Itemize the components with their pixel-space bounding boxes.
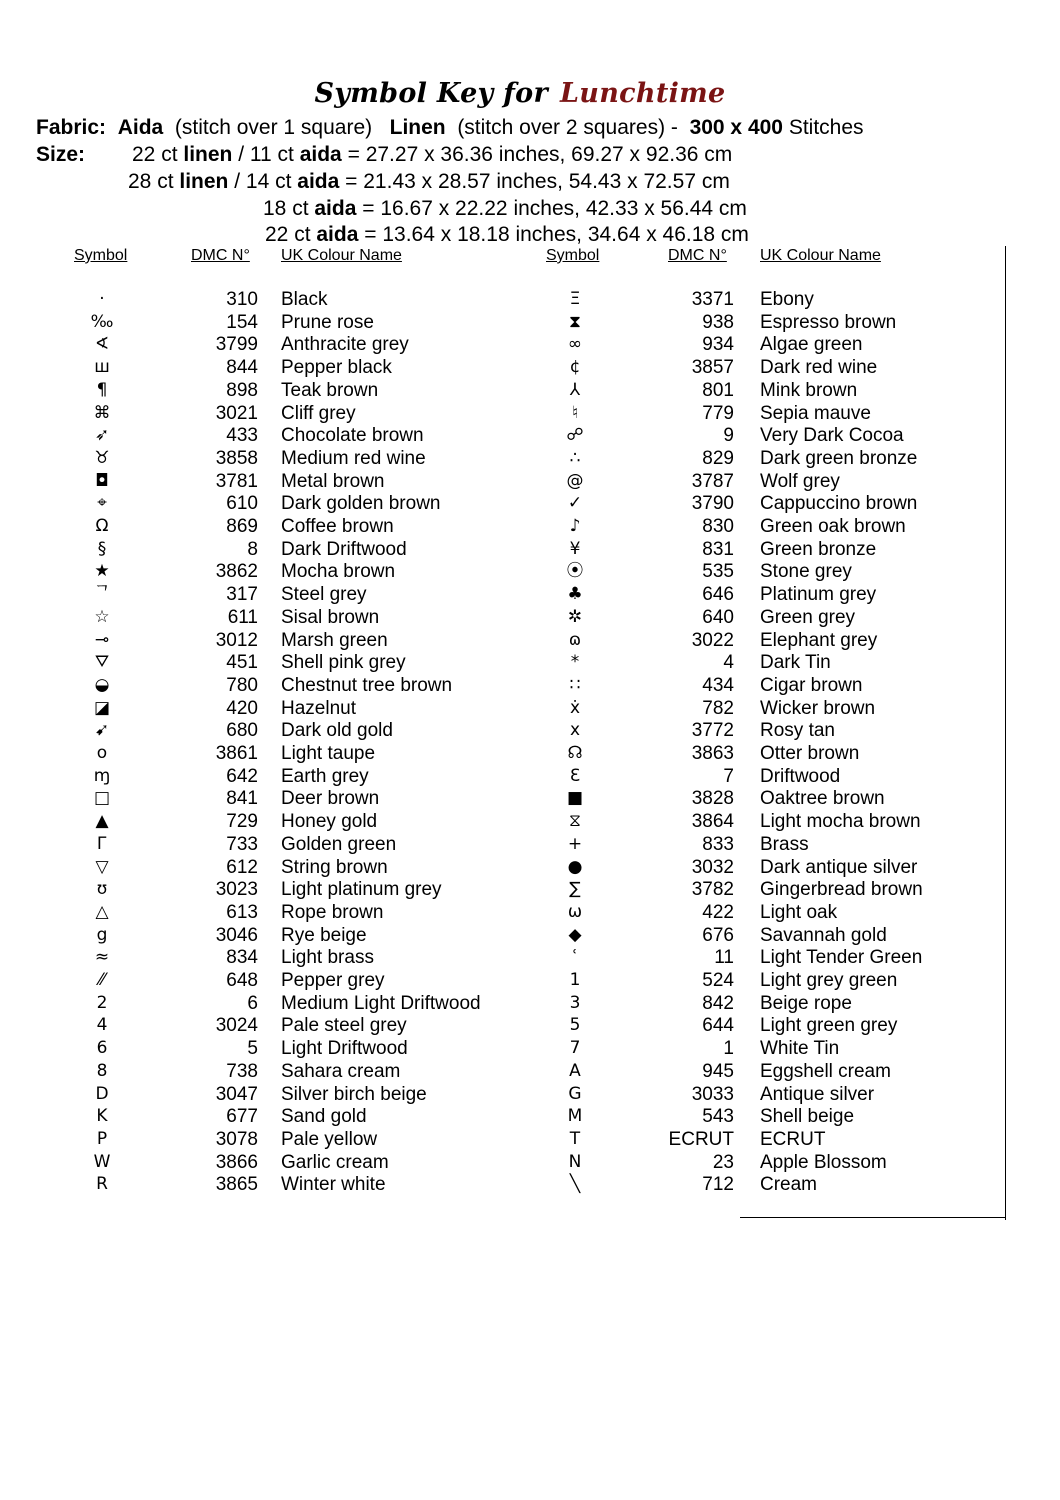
dmc-number: 11 [714, 947, 734, 969]
symbol-glyph: ➶ [94, 425, 110, 446]
dmc-number: 23 [712, 1151, 734, 1173]
fabric-dims: 300 x 400 [689, 116, 783, 139]
colour-name: White Tin [760, 1038, 840, 1060]
symbol-glyph: 5 [569, 1015, 581, 1036]
symbol-glyph: ω [567, 901, 583, 922]
dmc-number: 3022 [691, 629, 734, 651]
symbol-glyph: · [99, 289, 105, 309]
symbol-glyph: Ɛ [569, 765, 581, 786]
symbol-glyph: + [567, 833, 583, 854]
dmc-number: 712 [702, 1174, 734, 1196]
symbol-glyph: 6 [96, 1038, 108, 1059]
symbol-glyph: ʿ [572, 947, 578, 968]
colour-name: Pepper black [281, 357, 392, 379]
colour-name: Mocha brown [281, 561, 396, 583]
colour-name: Teak brown [281, 379, 379, 401]
dmc-number: 842 [702, 992, 734, 1014]
symbol-glyph: g [96, 924, 108, 945]
dmc-number: 844 [226, 357, 258, 379]
dmc-number: 738 [226, 1060, 258, 1082]
symbol-glyph: Ω [95, 516, 109, 536]
dmc-number: 934 [702, 334, 734, 356]
dmc-number: 3862 [215, 561, 258, 583]
colour-name: Stone grey [760, 561, 852, 583]
fabric-aida: Aida [117, 116, 164, 139]
dmc-number: 3078 [215, 1128, 258, 1150]
fabric-dims-unit: Stitches [788, 116, 864, 139]
colour-name: Light green grey [760, 1015, 898, 1037]
symbol-glyph: ш [94, 357, 110, 378]
symbol-glyph: □ [93, 788, 111, 809]
colour-name: Rye beige [281, 924, 367, 946]
colour-name: Light platinum grey [281, 879, 442, 901]
bottom-border-line [740, 1217, 1006, 1218]
dmc-number: 3046 [215, 924, 258, 946]
symbol-glyph: @ [566, 470, 584, 491]
right-border-line [1005, 246, 1006, 1220]
colour-name: Medium red wine [281, 447, 426, 469]
colour-name: Light Tender Green [760, 947, 923, 969]
symbol-glyph: ☆ [94, 606, 110, 627]
dmc-number: 646 [702, 584, 734, 606]
dmc-number: 938 [702, 311, 734, 333]
dmc-number: 535 [702, 561, 734, 583]
colour-name: Cream [760, 1174, 818, 1196]
colour-name: Light grey green [760, 970, 898, 991]
symbol-glyph: 2 [96, 992, 108, 1013]
symbol-glyph: A [569, 1060, 581, 1081]
dmc-number: 3787 [691, 470, 734, 492]
symbol-glyph: G [568, 1083, 582, 1104]
symbol-glyph: 3 [569, 992, 581, 1013]
colour-name: Beige rope [760, 992, 852, 1014]
dmc-number: 945 [702, 1060, 734, 1082]
colour-name: Dark golden brown [281, 493, 441, 515]
fabric-aida-note: (stitch over 1 square) [174, 116, 373, 139]
colour-name: Silver birch beige [281, 1083, 427, 1105]
symbol-glyph: ∷ [569, 674, 581, 695]
colour-name: Espresso brown [760, 311, 897, 333]
symbol-glyph: ☊ [567, 743, 583, 763]
colour-name: Golden green [281, 833, 397, 855]
dmc-number: 3828 [691, 788, 734, 810]
dmc-number: 834 [226, 947, 258, 969]
symbol-glyph: ᄀ [93, 584, 111, 605]
colour-name: Light mocha brown [760, 811, 921, 833]
dmc-number: 420 [226, 697, 258, 719]
colour-name: Light oak [760, 901, 838, 923]
dmc-number: 433 [226, 425, 258, 447]
fabric-linen: Linen [389, 116, 446, 139]
header-colour-name: UK Colour Name [281, 247, 402, 264]
dmc-number: 6 [247, 992, 258, 1014]
dmc-number: 729 [226, 811, 258, 833]
symbol-glyph: ♉ [94, 447, 110, 468]
colour-name: Ebony [760, 289, 814, 310]
colour-name: Black [281, 289, 328, 310]
dmc-number: ECRUT [668, 1128, 734, 1150]
colour-name: Cliff grey [281, 402, 356, 424]
colour-name: Savannah gold [760, 924, 887, 946]
symbol-glyph: ⦿ [566, 561, 584, 582]
header-colour-name: UK Colour Name [760, 247, 881, 264]
symbol-glyph: ⧖ [569, 811, 581, 832]
dmc-number: 3858 [215, 447, 258, 469]
dmc-number: 5 [247, 1038, 258, 1060]
symbol-glyph: ⛛ [94, 652, 110, 673]
colour-name: Eggshell cream [760, 1060, 891, 1082]
symbol-glyph: * [570, 652, 580, 673]
symbol-glyph: x [569, 720, 581, 741]
symbol-glyph: ✓ [567, 493, 583, 514]
symbol-glyph: ẋ [569, 697, 581, 718]
size-line: 28 ct linen / 14 ct aida = 21.43 x 28.57 inches, 54.43 x 72.57 cm [128, 170, 730, 193]
size-label: Size: [36, 143, 86, 166]
colour-name: Algae green [760, 334, 863, 356]
symbol-glyph: △ [95, 901, 109, 922]
symbol-glyph: ◪ [93, 697, 111, 718]
symbol-glyph: K [96, 1106, 108, 1127]
header-symbol: Symbol [546, 247, 600, 264]
dmc-number: 154 [226, 311, 258, 333]
size-line: 22 ct linen / 11 ct aida = 27.27 x 36.36 inches, 69.27 x 92.36 cm [132, 143, 733, 166]
dmc-number: 801 [702, 379, 734, 401]
size-line: 18 ct aida = 16.67 x 22.22 inches, 42.33 x 56.44 cm [263, 197, 747, 220]
colour-name: Deer brown [281, 788, 380, 810]
symbol-glyph: Ξ [569, 289, 581, 309]
dmc-number: 780 [226, 674, 258, 696]
dmc-number: 1 [723, 1038, 734, 1060]
dmc-number: 3032 [691, 856, 734, 878]
size-line: 22 ct aida = 13.64 x 18.18 inches, 34.64 x 46.18 cm [265, 223, 749, 246]
colour-name: Coffee brown [281, 516, 394, 537]
symbol-glyph: ⧗ [569, 311, 581, 332]
dmc-number: 833 [702, 833, 734, 855]
symbol-glyph: ¥ [569, 538, 581, 559]
dmc-number: 3024 [215, 1015, 258, 1037]
dmc-number: 3857 [691, 357, 734, 379]
dmc-number: 611 [227, 606, 258, 628]
colour-name: Dark Tin [760, 652, 831, 674]
colour-name: Earth grey [281, 765, 369, 787]
colour-name: Prune rose [281, 311, 374, 333]
symbol-glyph: W [93, 1151, 111, 1172]
symbol-glyph: N [568, 1151, 582, 1172]
colour-name: Sand gold [281, 1106, 367, 1128]
colour-name: Steel grey [281, 584, 367, 606]
symbol-glyph: ▽ [95, 856, 109, 877]
symbol-glyph: ➹ [94, 720, 110, 741]
colour-name: Wicker brown [760, 697, 876, 719]
symbol-glyph: ◆ [568, 924, 582, 945]
dmc-number: 3021 [215, 402, 258, 424]
colour-name: Medium Light Driftwood [281, 992, 481, 1014]
symbol-glyph: ♣ [567, 584, 583, 605]
dmc-number: 644 [702, 1015, 734, 1037]
dmc-number: 642 [226, 765, 258, 787]
colour-name: Apple Blossom [760, 1151, 887, 1173]
colour-name: Light Driftwood [281, 1038, 408, 1060]
dmc-number: 451 [226, 652, 258, 674]
colour-name: Dark old gold [281, 720, 393, 742]
colour-name: Shell beige [760, 1106, 855, 1128]
symbol-glyph: ◒ [94, 674, 110, 695]
title-prefix: Symbol Key for [314, 78, 548, 109]
dmc-number: 434 [702, 674, 734, 696]
colour-name: Oaktree brown [760, 788, 885, 810]
symbol-glyph: ✲ [567, 606, 583, 627]
dmc-number: 3865 [215, 1174, 258, 1196]
colour-name: Metal brown [281, 470, 385, 492]
symbol-glyph: 4 [96, 1015, 108, 1036]
colour-name: Dark antique silver [760, 856, 918, 878]
symbol-glyph: ⌘ [93, 402, 111, 423]
dmc-number: 422 [702, 901, 734, 923]
symbol-glyph: ∴ [569, 447, 581, 468]
colour-name: Driftwood [760, 765, 841, 787]
symbol-glyph: ‰ [90, 311, 114, 332]
symbol-glyph: M [567, 1106, 583, 1127]
colour-name: Pale yellow [281, 1128, 378, 1150]
dmc-number: 3033 [691, 1083, 734, 1105]
colour-name: Wolf grey [760, 470, 840, 492]
colour-name: Elephant grey [760, 629, 878, 651]
symbol-glyph: 1 [569, 970, 581, 990]
dmc-number: 3023 [215, 879, 258, 901]
symbol-glyph: ◘ [95, 470, 109, 491]
colour-name: Sepia mauve [760, 402, 871, 424]
fabric-linen-note: (stitch over 2 squares) - [457, 116, 678, 139]
symbol-glyph: ɱ [93, 765, 111, 786]
symbol-glyph: ♪ [569, 516, 581, 536]
dmc-number: 3772 [691, 720, 734, 742]
symbol-glyph: ∢ [94, 334, 110, 355]
dmc-number: 869 [226, 516, 258, 537]
dmc-number: 841 [226, 788, 258, 810]
colour-name: String brown [281, 856, 388, 878]
symbol-glyph: ╲ [569, 1174, 581, 1195]
dmc-number: 8 [247, 538, 258, 560]
symbol-glyph: 8 [96, 1060, 108, 1081]
dmc-number: 3047 [215, 1083, 258, 1105]
dmc-number: 677 [226, 1106, 258, 1128]
dmc-number: 640 [702, 606, 734, 628]
dmc-number: 3866 [215, 1151, 258, 1173]
dmc-number: 613 [226, 901, 258, 923]
dmc-number: 4 [723, 652, 734, 674]
symbol-glyph: 7 [569, 1038, 581, 1059]
colour-name: Dark green bronze [760, 447, 918, 469]
colour-name: Otter brown [760, 743, 860, 764]
symbol-glyph: § [97, 538, 107, 559]
colour-name: Cigar brown [760, 674, 863, 696]
dmc-number: 310 [226, 289, 258, 310]
dmc-number: 3371 [691, 289, 734, 310]
dmc-number: 829 [702, 447, 734, 469]
colour-name: Pepper grey [281, 970, 385, 991]
colour-name: Garlic cream [281, 1151, 389, 1173]
symbol-glyph: ¢ [569, 357, 581, 378]
header-symbol: Symbol [74, 247, 128, 264]
dmc-number: 3863 [691, 743, 734, 764]
dmc-number: 317 [226, 584, 258, 606]
dmc-number: 779 [702, 402, 734, 424]
colour-name: Platinum grey [760, 584, 877, 606]
colour-name: Light brass [281, 947, 374, 969]
symbol-glyph: ▲ [95, 811, 109, 832]
symbol-glyph: ⅄ [569, 379, 581, 400]
dmc-number: 831 [702, 538, 734, 560]
symbol-glyph: ≈ [94, 947, 110, 968]
dmc-number: 543 [702, 1106, 734, 1128]
dmc-number: 3864 [691, 811, 734, 833]
colour-name: Chocolate brown [281, 425, 424, 447]
colour-name: Pale steel grey [281, 1015, 407, 1037]
colour-name: Rosy tan [760, 720, 835, 742]
symbol-glyph: ⊸ [94, 629, 110, 650]
colour-name: Shell pink grey [281, 652, 406, 674]
colour-name: Antique silver [760, 1083, 875, 1105]
colour-name: Rope brown [281, 901, 384, 923]
symbol-glyph: ♮ [571, 402, 579, 423]
symbol-glyph: ∑ [569, 879, 581, 900]
symbol-glyph: P [96, 1128, 108, 1149]
dmc-number: 676 [702, 924, 734, 946]
dmc-number: 524 [702, 970, 734, 991]
colour-name: Green bronze [760, 538, 877, 560]
colour-name: Dark Driftwood [281, 538, 407, 560]
symbol-glyph: ʊ [96, 879, 108, 900]
dmc-number: 9 [723, 425, 734, 447]
colour-name: Anthracite grey [281, 334, 409, 356]
colour-name: Chestnut tree brown [281, 674, 453, 696]
symbol-glyph: ★ [94, 561, 110, 582]
fabric-line [36, 115, 864, 141]
colour-name: Sahara cream [281, 1060, 401, 1082]
dmc-number: 680 [226, 720, 258, 742]
dmc-number: 3781 [215, 470, 258, 492]
symbol-glyph: ⌖ [97, 493, 107, 514]
symbol-glyph: ⁄⁄ [99, 970, 105, 990]
header-dmc: DMC N° [668, 247, 727, 264]
symbol-glyph: ● [567, 856, 583, 877]
symbol-glyph: ∞ [567, 334, 583, 355]
colour-name: Winter white [281, 1174, 386, 1196]
colour-name: Honey gold [281, 811, 378, 833]
symbol-glyph: ☍ [566, 425, 584, 446]
colour-name: Green oak brown [760, 516, 906, 537]
dmc-number: 898 [226, 379, 258, 401]
header-dmc: DMC N° [191, 247, 250, 264]
symbol-glyph: T [569, 1128, 581, 1149]
symbol-glyph: ɷ [568, 629, 582, 650]
dmc-number: 648 [226, 970, 258, 991]
colour-name: Brass [760, 833, 809, 855]
colour-name: Green grey [760, 606, 856, 628]
dmc-number: 733 [226, 833, 258, 855]
symbol-glyph: ¶ [96, 379, 108, 400]
symbol-glyph: ■ [566, 788, 584, 809]
colour-name: Very Dark Cocoa [760, 425, 904, 447]
colour-name: ECRUT [760, 1128, 826, 1150]
colour-name: Gingerbread brown [760, 879, 923, 901]
colour-name: Mink brown [760, 379, 858, 401]
dmc-number: 830 [702, 516, 734, 537]
dmc-number: 3861 [215, 743, 258, 764]
colour-name: Sisal brown [281, 606, 380, 628]
symbol-glyph: Г [96, 833, 108, 854]
page-title [0, 78, 1040, 109]
fabric-label: Fabric: [36, 116, 107, 139]
colour-name: Hazelnut [281, 697, 356, 719]
pattern-name: Lunchtime [560, 78, 726, 109]
dmc-number: 3782 [691, 879, 734, 901]
dmc-number: 612 [226, 856, 258, 878]
dmc-number: 3012 [215, 629, 258, 651]
symbol-glyph: o [96, 743, 108, 763]
symbol-glyph: D [95, 1083, 109, 1104]
symbol-glyph: R [96, 1174, 108, 1195]
colour-name: Marsh green [281, 629, 388, 651]
colour-name: Light taupe [281, 743, 376, 764]
dmc-number: 3790 [691, 493, 734, 515]
dmc-number: 3799 [215, 334, 258, 356]
colour-name: Dark red wine [760, 357, 878, 379]
dmc-number: 782 [702, 697, 734, 719]
dmc-number: 7 [723, 765, 734, 787]
colour-name: Cappuccino brown [760, 493, 918, 515]
dmc-number: 610 [226, 493, 258, 515]
